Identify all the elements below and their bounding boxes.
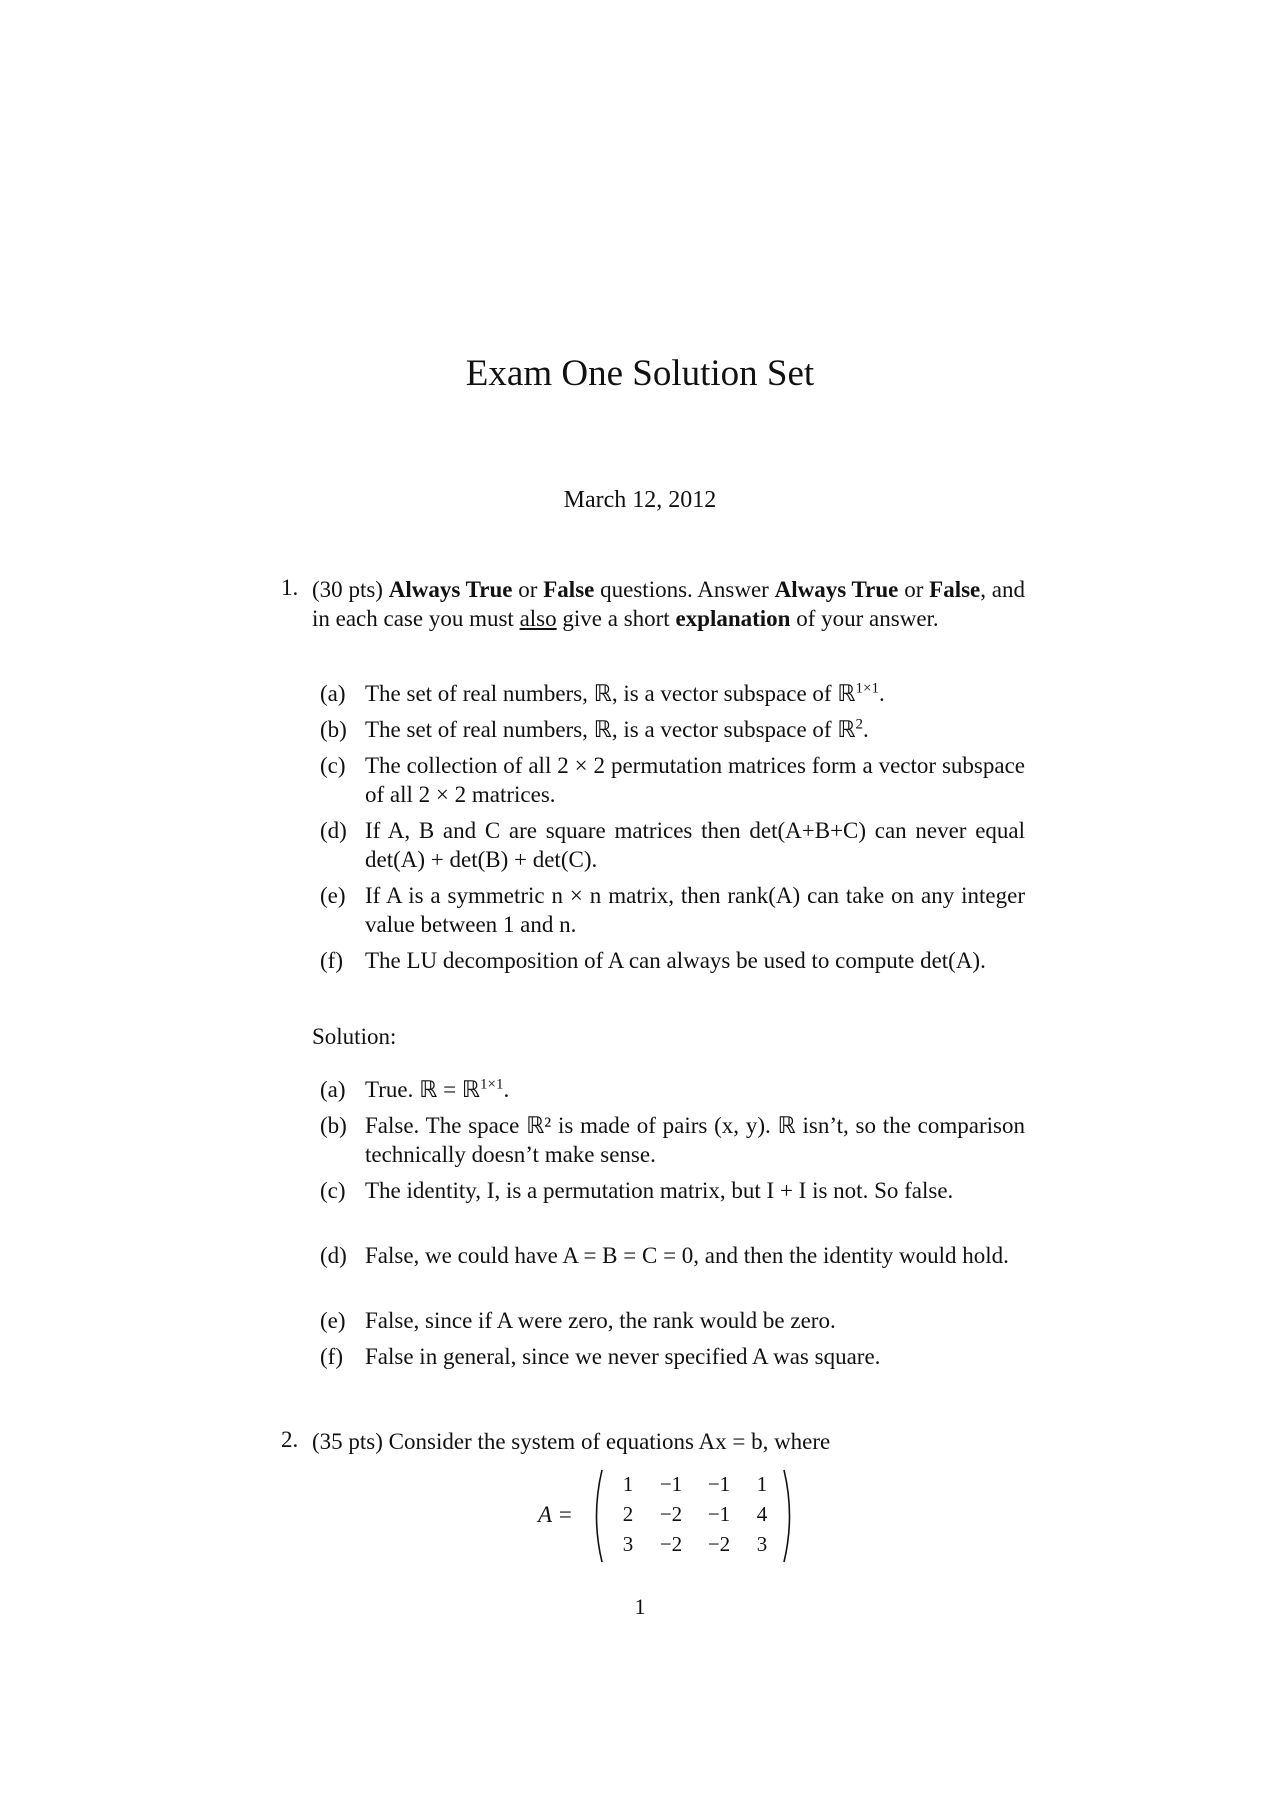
solution-item-label: (e): [320, 1308, 346, 1333]
q1-solution-c: [320, 1176, 1025, 1205]
item-text: The set of real numbers, ℝ, is a vector subspace of ℝ: [365, 681, 856, 706]
q1-solution-e: [320, 1306, 1025, 1335]
solution-item-label: (f): [320, 1344, 343, 1369]
q1-item-a: [320, 679, 1025, 708]
matrix-cell: 1: [756, 1472, 768, 1496]
matrix-cell: 4: [756, 1502, 768, 1526]
q1-item-b: [320, 715, 1025, 744]
page-number: 1: [634, 1594, 646, 1619]
matrix-cell: −2: [707, 1532, 731, 1556]
item-text: The LU decomposition of A can always be used to compute det(A).: [365, 948, 986, 973]
solution-item-label: (a): [320, 1077, 346, 1102]
solution-text: False, we could have A = B = C = 0, and then the identity would hold.: [365, 1243, 1009, 1268]
solution-text: False, since if A were zero, the rank would be zero.: [365, 1308, 836, 1333]
matrix-label: A =: [538, 1502, 573, 1527]
item-text: If A, B and C are square matrices then det(A+B+C) can never equal det(A) + det(B) + det(C).: [365, 818, 1025, 872]
q1-text-2: , and in each case you must: [312, 577, 1025, 631]
q1-item-f: [320, 946, 1025, 975]
item-label: (b): [320, 717, 347, 742]
solution-text: False in general, since we never specified A was square.: [365, 1344, 881, 1369]
item-label: (c): [320, 753, 346, 778]
solution-sup: 1×1: [480, 1076, 504, 1093]
item-label: (d): [320, 818, 347, 843]
q1-or-2: or: [904, 577, 924, 602]
item-end: .: [863, 717, 869, 742]
q1-item-c: [320, 751, 1025, 809]
matrix-A: [538, 1468, 798, 1568]
solution-item-label: (c): [320, 1178, 346, 1203]
matrix-cell: −2: [659, 1502, 683, 1526]
q1-or-1: or: [518, 577, 538, 602]
matrix-cell: 2: [622, 1502, 634, 1526]
q1-solution-a: [320, 1075, 1025, 1104]
matrix-cell: −1: [707, 1502, 731, 1526]
right-paren-icon: [782, 1468, 796, 1564]
q1-bold-explanation: explanation: [675, 606, 791, 631]
left-paren-icon: [590, 1468, 604, 1564]
q1-points: (30 pts): [312, 577, 383, 602]
solution-item-label: (d): [320, 1243, 347, 1268]
q1-solution-b: [320, 1111, 1025, 1169]
document-date: March 12, 2012: [563, 487, 717, 513]
solution-text: True. ℝ = ℝ: [365, 1077, 481, 1102]
item-label: (e): [320, 883, 346, 908]
q1-item-e: [320, 881, 1025, 939]
matrix-cell: 1: [622, 1472, 634, 1496]
item-label: (f): [320, 948, 343, 973]
matrix-cell: −1: [659, 1472, 683, 1496]
item-text: The set of real numbers, ℝ, is a vector subspace of ℝ: [365, 717, 856, 742]
q1-bold-always-true-2: Always True: [774, 577, 899, 602]
solution-label: Solution:: [312, 1024, 397, 1049]
item-sup: 1×1: [855, 680, 879, 697]
item-label: (a): [320, 681, 346, 706]
solution-end: .: [503, 1077, 510, 1102]
q1-item-d: [320, 816, 1025, 874]
question-1-number: 1.: [281, 575, 299, 600]
item-sup: 2: [855, 716, 864, 733]
question-1-prompt: [312, 575, 1025, 633]
q1-also: also: [519, 606, 557, 631]
matrix-cell: −2: [659, 1532, 683, 1556]
item-text: If A is a symmetric n × n matrix, then rank(A) can take on any integer value between 1 and n.: [365, 883, 1025, 937]
question-2-number: 2.: [281, 1427, 299, 1452]
matrix-cell: 3: [756, 1532, 768, 1556]
item-end: .: [879, 681, 885, 706]
q1-solution-f: [320, 1342, 1025, 1371]
page-title: Exam One Solution Set: [465, 353, 815, 394]
item-text: The collection of all 2 × 2 permutation matrices form a vector subspace of all 2 × 2 matrices.: [365, 753, 1025, 807]
matrix-cell: −1: [707, 1472, 731, 1496]
q1-bold-always-true: Always True: [388, 577, 513, 602]
matrix-cell: 3: [622, 1532, 634, 1556]
solution-item-label: (b): [320, 1113, 347, 1138]
q1-bold-false: False: [543, 577, 595, 602]
q1-bold-false-2: False: [929, 577, 981, 602]
q1-text-4: of your answer.: [796, 606, 939, 631]
solution-text: False. The space ℝ² is made of pairs (x, y). ℝ isn’t, so the comparison technically doesn’t make sense.: [365, 1113, 1025, 1167]
solution-text: The identity, I, is a permutation matrix, but I + I is not. So false.: [365, 1178, 954, 1203]
question-2-prompt: (35 pts) Consider the system of equations Ax = b, where: [312, 1429, 831, 1454]
q1-solution-d: [320, 1241, 1025, 1270]
q1-text-3: give a short: [562, 606, 670, 631]
q1-text-1: questions. Answer: [600, 577, 769, 602]
